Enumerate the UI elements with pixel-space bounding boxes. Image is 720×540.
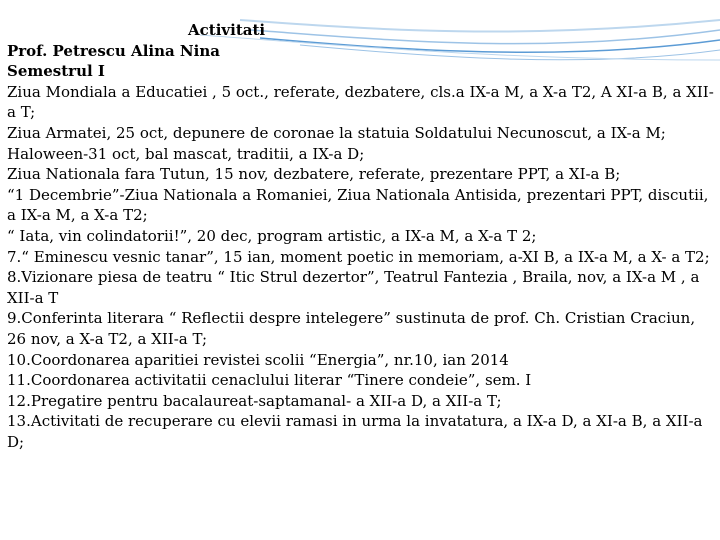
activity-item: Ziua Mondiala a Educatiei , 5 oct., referate, dezbatere, cls.a IX-a M, a X-a T2, A XI-a B, a XII-a T;	[7, 82, 714, 122]
activity-item: 7.“ Eminescu vesnic tanar”, 15 ian, moment poetic in memoriam, a-XI B, a IX-a M, a X- a T2;	[7, 247, 710, 266]
semester-label: Semestrul I	[7, 62, 105, 81]
activity-item: “ Iata, vin colindatorii!”, 20 dec, program artistic, a IX-a M, a X-a T 2;	[7, 226, 537, 245]
activity-item: 11.Coordonarea activitatii cenaclului literar “Tinere condeie”, sem. I	[7, 371, 532, 390]
activity-item: 13.Activitati de recuperare cu elevii ramasi in urma la invatatura, a IX-a D, a XI-a B, a XII-a D;	[7, 412, 703, 451]
slide-title: Activitati	[188, 21, 266, 39]
activity-item: 8.Vizionare piesa de teatru “ Itic Strul dezertor”, Teatrul Fantezia , Braila, nov, a IX-a M , a XII-a T	[7, 268, 700, 307]
activity-item: 12.Pregatire pentru bacalaureat-saptamanal- a XII-a D, a XII-a T;	[7, 391, 502, 410]
activity-item: Ziua Nationala fara Tutun, 15 nov, dezbatere, referate, prezentare PPT, a XI-a B;	[7, 165, 621, 184]
author-name: Prof. Petrescu Alina Nina	[7, 41, 220, 60]
slide-content	[7, 20, 715, 452]
activity-item: Haloween-31 oct, bal mascat, traditii, a IX-a D;	[7, 144, 365, 163]
activity-item: Ziua Armatei, 25 oct, depunere de coronae la statuia Soldatului Necunoscut, a IX-a M;	[7, 123, 666, 142]
activity-item: 9.Conferinta literara “ Reflectii despre intelegere” sustinuta de prof. Ch. Cristian Craciun, 26 nov, a X-a T2, a XII-a T;	[7, 309, 696, 348]
activity-item: 10.Coordonarea aparitiei revistei scolii “Energia”, nr.10, ian 2014	[7, 350, 509, 369]
activity-item: “1 Decembrie”-Ziua Nationala a Romaniei, Ziua Nationala Antisida, prezentari PPT, discutii, a IX-a M, a X-a T2;	[7, 185, 709, 225]
activity-list	[7, 82, 715, 453]
